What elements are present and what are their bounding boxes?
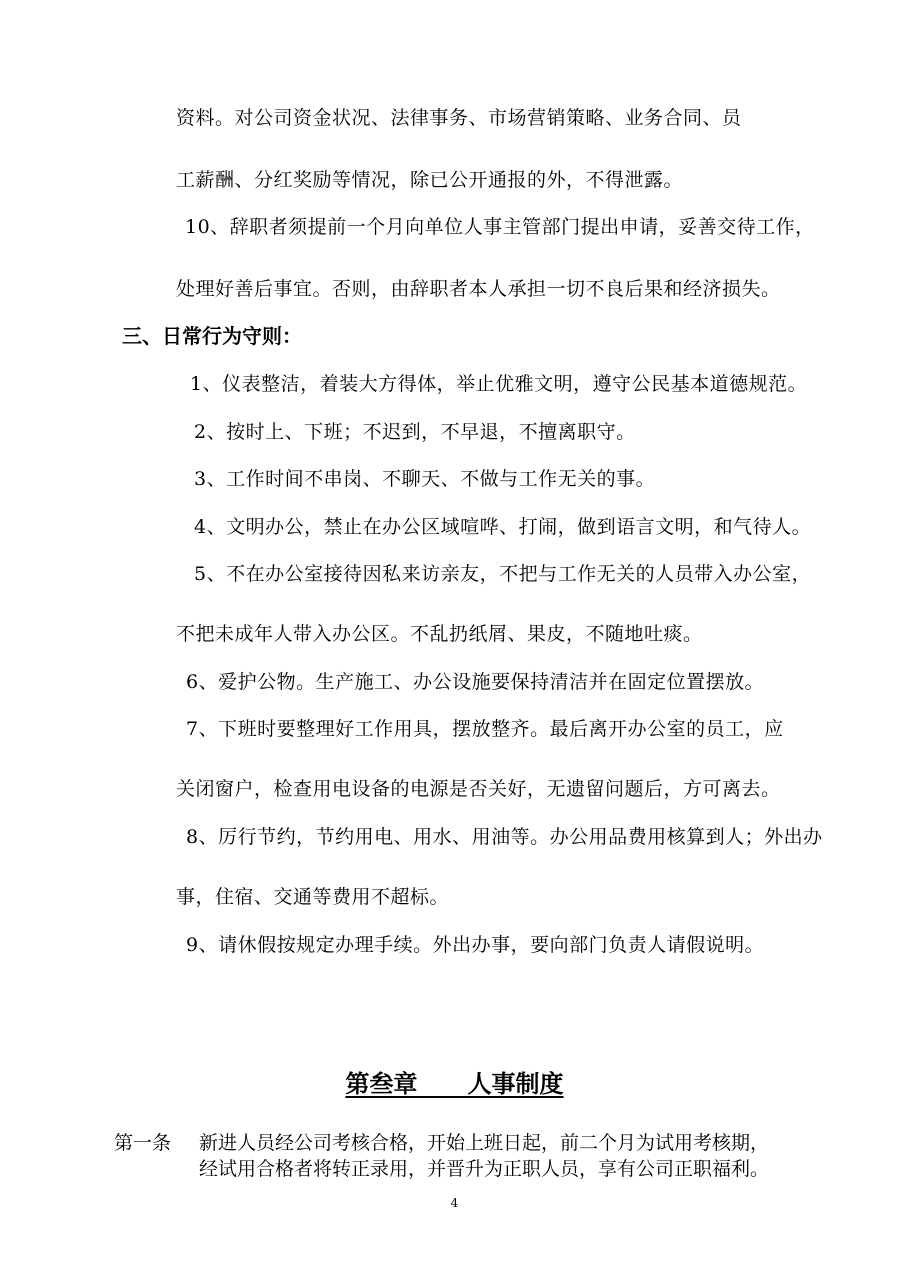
list-item: 2、按时上、下班；不迟到，不早退，不擅离职守。 — [194, 421, 636, 443]
body-line: 处理好善后事宜。否则，由辞职者本人承担一切不良后果和经济损失。 — [176, 278, 781, 300]
list-item: 9、请休假按规定办理手续。外出办事，要向部门负责人请假说明。 — [186, 934, 765, 956]
chapter-title — [0, 1068, 909, 1100]
list-item: 关闭窗户，检查用电设备的电源是否关好，无遗留问题后，方可离去。 — [176, 778, 781, 800]
list-item: 7、下班时要整理好工作用具，摆放整齐。最后离开办公室的员工，应 — [186, 718, 784, 740]
body-line: 10、辞职者须提前一个月向单位人事主管部门提出申请，妥善交待工作， — [185, 216, 815, 238]
page-number: 4 — [450, 1196, 459, 1210]
list-item: 事，住宿、交通等费用不超标。 — [176, 886, 450, 908]
body-line: 资料。对公司资金状况、法律事务、市场营销策略、业务合同、员 — [176, 107, 742, 129]
chapter-title-text: 第叁章 人事制度 — [345, 1070, 564, 1098]
list-item: 5、不在办公室接待因私来访亲友，不把与工作无关的人员带入办公室， — [194, 563, 812, 585]
article-text: 经试用合格者将转正录用，并晋升为正职人员，享有公司正职福利。 — [199, 1158, 770, 1180]
article-text: 新进人员经公司考核合格，开始上班日起，前二个月为试用考核期， — [199, 1132, 770, 1154]
section-heading: 三、日常行为守则： — [122, 324, 302, 348]
list-item: 1、仪表整洁，着装大方得体，举止优雅文明，遵守公民基本道德规范。 — [190, 373, 808, 395]
list-item: 6、爱护公物。生产施工、办公设施要保持清洁并在固定位置摆放。 — [186, 671, 765, 693]
body-line: 工薪酬、分红奖励等情况，除已公开通报的外，不得泄露。 — [176, 169, 684, 191]
list-item: 8、厉行节约，节约用电、用水、用油等。办公用品费用核算到人；外出办 — [186, 826, 823, 848]
list-item: 4、文明办公，禁止在办公区域喧哗、打闹，做到语言文明，和气待人。 — [194, 516, 812, 538]
list-item: 3、工作时间不串岗、不聊天、不做与工作无关的事。 — [194, 468, 656, 490]
list-item: 不把未成年人带入办公区。不乱扔纸屑、果皮，不随地吐痰。 — [176, 623, 703, 645]
article-label: 第一条 — [114, 1132, 172, 1154]
